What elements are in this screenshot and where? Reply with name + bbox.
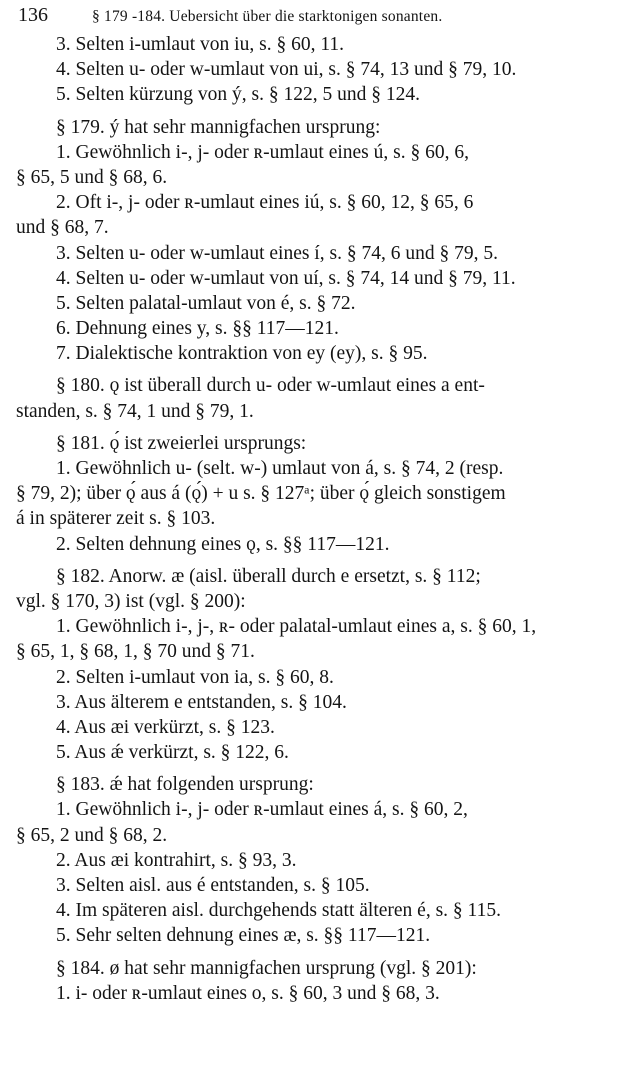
text-line: § 183. ǽ hat folgenden ursprung:	[56, 774, 314, 796]
text-line: 4. Aus æi verkürzt, s. § 123.	[56, 716, 275, 738]
text-line: § 180. ǫ ist überall durch u- oder w-umlaut eines a ent-	[56, 375, 485, 397]
text-line: 2. Selten i-umlaut von ia, s. § 60, 8.	[56, 666, 334, 688]
text-line: § 65, 5 und § 68, 6.	[16, 166, 168, 188]
body-text	[16, 32, 608, 1006]
text-line: á in späterer zeit s. § 103.	[16, 508, 216, 530]
text-line: 3. Aus älterem e entstanden, s. § 104.	[56, 691, 347, 713]
text-line: § 79, 2); über ǫ́ aus á (ǫ́) + u s. § 127ᵃ; über ǫ́ gleich sonstigem	[16, 483, 506, 505]
text-line: 6. Dehnung eines y, s. §§ 117—121.	[56, 318, 339, 340]
text-line: § 179. ý hat sehr mannigfachen ursprung:	[56, 116, 381, 138]
text-line: 5. Selten kürzung von ý, s. § 122, 5 und § 124.	[56, 84, 420, 106]
text-line: 2. Oft i-, j- oder ʀ-umlaut eines iú, s. § 60, 12, § 65, 6	[56, 192, 474, 214]
text-line: standen, s. § 74, 1 und § 79, 1.	[16, 400, 254, 422]
text-line: 7. Dialektische kontraktion von ey (ey), s. § 95.	[56, 343, 428, 365]
text-line: 4. Selten u- oder w-umlaut von uí, s. § 74, 14 und § 79, 11.	[56, 267, 516, 289]
text-line: § 184. ø hat sehr mannigfachen ursprung (vgl. § 201):	[56, 957, 477, 979]
text-line: § 182. Anorw. æ (aisl. überall durch e ersetzt, s. § 112;	[56, 565, 481, 587]
text-line: 3. Selten u- oder w-umlaut eines í, s. § 74, 6 und § 79, 5.	[56, 242, 498, 264]
page-number: 136	[18, 4, 48, 26]
text-line: 5. Selten palatal-umlaut von é, s. § 72.	[56, 292, 356, 314]
text-line: 1. Gewöhnlich i-, j-, ʀ- oder palatal-umlaut eines a, s. § 60, 1,	[56, 616, 537, 638]
text-line: 4. Selten u- oder w-umlaut von ui, s. § 74, 13 und § 79, 10.	[56, 59, 517, 81]
running-head	[16, 2, 608, 32]
text-line: 3. Selten i-umlaut von iu, s. § 60, 11.	[56, 34, 344, 55]
text-line: § 65, 1, § 68, 1, § 70 und § 71.	[16, 641, 255, 663]
text-line: 1. Gewöhnlich i-, j- oder ʀ-umlaut eines ú, s. § 60, 6,	[56, 141, 469, 163]
running-head-title: § 179 -184. Uebersicht über die starktonigen sonanten.	[92, 8, 443, 25]
text-line: 1. Gewöhnlich u- (selt. w-) umlaut von á, s. § 74, 2 (resp.	[56, 458, 504, 479]
text-line: 3. Selten aisl. aus é entstanden, s. § 105.	[56, 875, 370, 896]
text-line: vgl. § 170, 3) ist (vgl. § 200):	[16, 590, 246, 612]
text-line: 1. i- oder ʀ-umlaut eines o, s. § 60, 3 und § 68, 3.	[56, 982, 440, 1004]
text-line: und § 68, 7.	[16, 217, 109, 239]
text-line: 4. Im späteren aisl. durchgehends statt älteren é, s. § 115.	[56, 900, 501, 922]
text-line: § 65, 2 und § 68, 2.	[16, 824, 168, 846]
text-line: § 181. ǫ́ ist zweierlei ursprungs:	[56, 432, 307, 454]
text-line: 5. Aus ǽ verkürzt, s. § 122, 6.	[56, 742, 289, 764]
book-page	[16, 2, 608, 1006]
text-line: 2. Selten dehnung eines ǫ, s. §§ 117—121.	[56, 533, 390, 555]
text-line: 5. Sehr selten dehnung eines æ, s. §§ 117—121.	[56, 925, 431, 947]
text-line: 1. Gewöhnlich i-, j- oder ʀ-umlaut eines á, s. § 60, 2,	[56, 799, 468, 821]
text-line: 2. Aus æi kontrahirt, s. § 93, 3.	[56, 849, 297, 871]
